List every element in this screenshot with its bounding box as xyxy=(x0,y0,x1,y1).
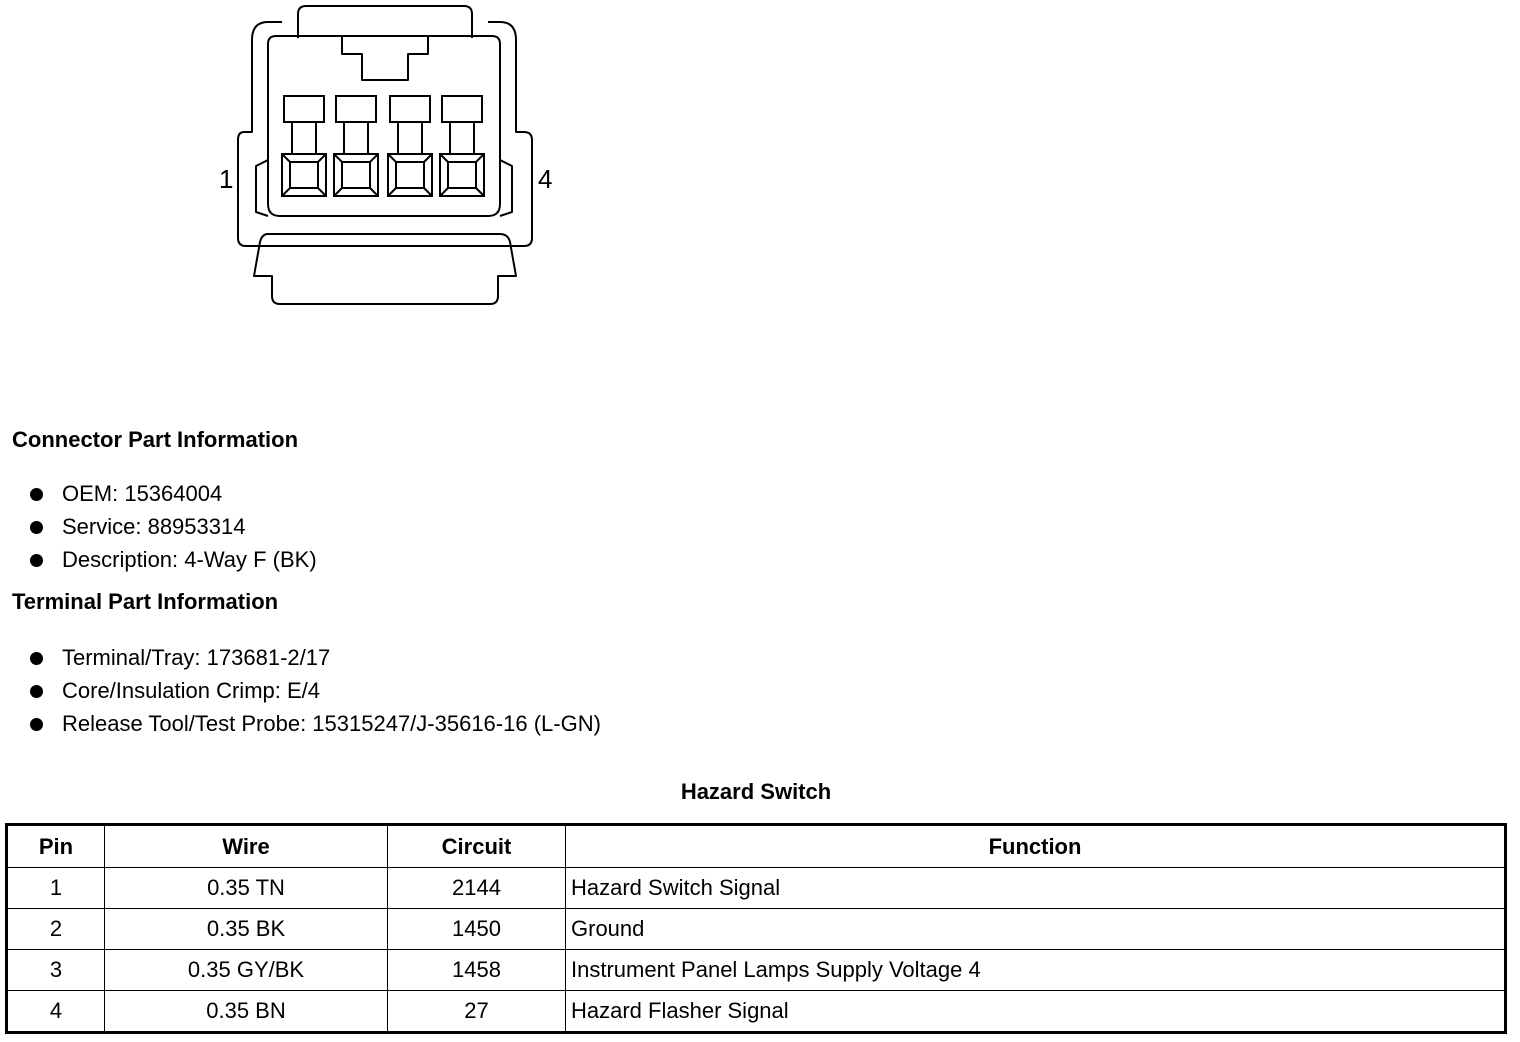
function-cell: Hazard Switch Signal xyxy=(566,868,1506,909)
connector-face-diagram xyxy=(0,0,600,320)
wire-cell: 0.35 BK xyxy=(105,909,388,950)
cavity-1 xyxy=(282,96,326,196)
wire-cell: 0.35 GY/BK xyxy=(105,950,388,991)
terminal-part-info-list xyxy=(28,645,601,744)
connector-description: Description: 4-Way F (BK) xyxy=(62,547,317,572)
pin-cell: 1 xyxy=(7,868,105,909)
column-header-pin: Pin xyxy=(7,825,105,868)
bullet-icon xyxy=(30,554,43,567)
bullet-icon xyxy=(30,488,43,501)
pin-cell: 3 xyxy=(7,950,105,991)
bullet-icon xyxy=(30,521,43,534)
circuit-cell: 27 xyxy=(388,991,566,1033)
circuit-cell: 1450 xyxy=(388,909,566,950)
table-title: Hazard Switch xyxy=(680,779,832,804)
service-number: Service: 88953314 xyxy=(62,514,246,539)
table-row xyxy=(7,991,1506,1033)
pin-1-label: 1 xyxy=(219,164,234,194)
bullet-icon xyxy=(30,652,43,665)
cavity-4 xyxy=(440,96,484,196)
list-item xyxy=(28,711,601,744)
bullet-icon xyxy=(30,718,43,731)
list-item xyxy=(28,547,317,580)
function-cell: Instrument Panel Lamps Supply Voltage 4 xyxy=(566,950,1506,991)
column-header-function: Function xyxy=(566,825,1506,868)
function-cell: Hazard Flasher Signal xyxy=(566,991,1506,1033)
cavity-3 xyxy=(388,96,432,196)
crimp-info: Core/Insulation Crimp: E/4 xyxy=(62,678,320,703)
function-cell: Ground xyxy=(566,909,1506,950)
wire-cell: 0.35 TN xyxy=(105,868,388,909)
connector-part-info-list xyxy=(28,481,317,580)
circuit-cell: 2144 xyxy=(388,868,566,909)
wire-cell: 0.35 BN xyxy=(105,991,388,1033)
bullet-icon xyxy=(30,685,43,698)
table-row xyxy=(7,909,1506,950)
list-item xyxy=(28,678,601,711)
column-header-circuit: Circuit xyxy=(388,825,566,868)
pin-4-label: 4 xyxy=(538,164,553,194)
list-item xyxy=(28,645,601,678)
pin-cell: 2 xyxy=(7,909,105,950)
terminal-part-info-heading: Terminal Part Information xyxy=(12,589,279,614)
terminal-tray: Terminal/Tray: 173681-2/17 xyxy=(62,645,331,670)
table-row xyxy=(7,950,1506,991)
list-item xyxy=(28,514,317,547)
circuit-cell: 1458 xyxy=(388,950,566,991)
connector-part-info-heading: Connector Part Information xyxy=(12,427,299,452)
pin-cell: 4 xyxy=(7,991,105,1033)
pinout-table xyxy=(5,823,1507,1034)
oem-number: OEM: 15364004 xyxy=(62,481,223,506)
cavity-2 xyxy=(334,96,378,196)
release-tool: Release Tool/Test Probe: 15315247/J-35616-16 (L-GN) xyxy=(62,711,601,736)
table-row xyxy=(7,868,1506,909)
list-item xyxy=(28,481,317,514)
table-header-row xyxy=(7,825,1506,868)
column-header-wire: Wire xyxy=(105,825,388,868)
